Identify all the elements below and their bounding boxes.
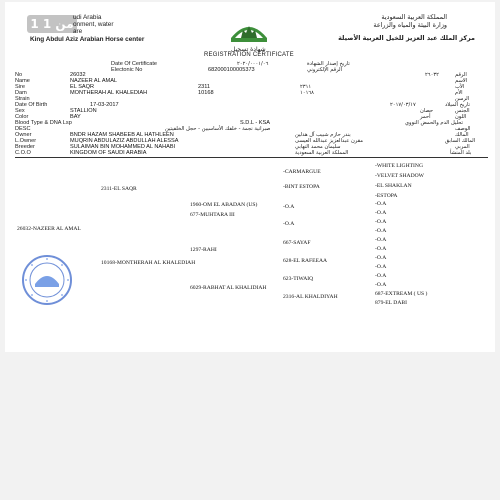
- field-ar-label-color: اللون: [455, 114, 467, 120]
- official-seal-icon: [21, 254, 73, 306]
- field-ar-label-breeder: المربي: [455, 144, 470, 150]
- header-en-center: King Abdul Aziz Arabian Horse center: [30, 36, 145, 43]
- pedigree-sire-sire: 1960-OM EL ABADAN (US): [190, 202, 258, 208]
- pedigree-g4-6: -O.A: [375, 210, 387, 216]
- pedigree-g4-5: -O.A: [375, 201, 387, 207]
- field-value-no: 26032: [70, 72, 86, 78]
- pedigree-g4-9: -O.A: [375, 237, 387, 243]
- field-ar-value-color: أحمر: [420, 114, 431, 120]
- field-ar-value-breeder: سليمان محمد النهابي: [295, 144, 341, 150]
- field-label-sire: Sire: [15, 84, 25, 90]
- pedigree-g4-3: -EL SHAKLAN: [375, 183, 412, 189]
- field-ar-num-dam: ١٠١٦٨: [300, 90, 314, 96]
- field-value-name: NAZEER AL AMAL: [70, 78, 118, 84]
- field-ar-value-owner: بندر حازم شبيب آل هذلين: [295, 132, 351, 138]
- date-certificate-ar-label: تاريخ إصدار الشهادة: [307, 61, 350, 67]
- pedigree-dam-sire: 1297-RAHI: [190, 247, 217, 253]
- date-certificate-ar-value: ٢٠٢٠/٠٠٠١/٠٦: [237, 61, 269, 67]
- field-label-desc: DESC: [15, 126, 31, 132]
- electronic-no-value: 682000100005373: [208, 67, 255, 73]
- field-value-sire: EL SAQR: [70, 84, 95, 90]
- pedigree-g4-11: -O.A: [375, 255, 387, 261]
- pedigree-g4-12: -O.A: [375, 264, 387, 270]
- field-label-strain: Strain: [15, 96, 30, 102]
- field-value-owner: BNDR HAZAM SHABEEB AL HATHLEEN: [70, 132, 174, 138]
- field-label-dob: Date Of Birth: [15, 102, 48, 108]
- field-label-coo: C.O.O: [15, 150, 31, 156]
- pedigree-g4-4: -ESTOPA: [375, 193, 398, 199]
- title-english: REGISTRATION CERTIFICATE: [204, 52, 294, 58]
- field-label-owner: Owner: [15, 132, 32, 138]
- header-ar-line2: وزارة البيئة والمياه والزراعة: [373, 21, 447, 29]
- pedigree-g4-13: -O.A: [375, 273, 387, 279]
- pedigree-g3-8: 2316-AL KHALDIYAH: [283, 294, 338, 300]
- pedigree-g4-16: 879-EL DABI: [375, 300, 407, 306]
- pedigree-sire: 2311-EL SAQR: [101, 186, 137, 192]
- header-en-line2: onment, water: [73, 21, 114, 28]
- field-ar-label-strain: الرسن: [455, 96, 470, 102]
- field-ar-label-sire: الأب: [455, 84, 465, 90]
- field-ar-label-name: الاسم: [455, 78, 468, 84]
- certificate-page: [5, 2, 495, 352]
- field-ar-label-dam: الأم: [455, 90, 463, 96]
- pedigree-g4-15: 687-EXTREAM ( US ): [375, 291, 428, 297]
- pedigree-dam: 10168-MONTHERAH AL KHALEDIAH: [101, 260, 196, 266]
- field-value-blood: S.D.L - KSA: [240, 120, 270, 126]
- field-num-sire: 2311: [198, 84, 211, 90]
- field-label-blood: Blood Type & DNA Lsp: [15, 120, 72, 126]
- field-ar-label-sex: الجنس: [455, 108, 470, 114]
- pedigree-g4-10: -O.A: [375, 246, 387, 252]
- pedigree-g3-6: 628-EL RAFEEAA: [283, 258, 328, 264]
- field-ar-value-no: ٢٦٠٣٢: [425, 72, 439, 78]
- field-ar-value-sex: حصان: [420, 108, 434, 114]
- header-ar-center: مركز الملك عبد العزيز للخيل العربية الأصيلة: [338, 34, 475, 42]
- pedigree-sire-dam: 677-MUHTARA III: [190, 212, 235, 218]
- field-ar-label-owner: المالك: [455, 132, 469, 138]
- field-ar-label-lowner: المالك السابق: [445, 138, 476, 144]
- field-ar-label-dob: تاريخ الميلاد: [445, 102, 470, 108]
- electronic-no-ar-label: الرقم الإلكتروني: [307, 67, 343, 73]
- pedigree-subject: 26032-NAZEER AL AMAL: [17, 226, 81, 232]
- pedigree-g4-8: -O.A: [375, 228, 387, 234]
- pedigree-g3-4: -O.A: [283, 221, 295, 227]
- field-ar-label-desc: الوصف: [455, 126, 471, 132]
- field-ar-num-sire: ٢٣١١: [300, 84, 312, 90]
- field-value-dam: MONTHERAH AL KHALEDIAH: [70, 90, 148, 96]
- field-ar-value-dob: ٢٠١٧/٠٣/١٧: [390, 102, 416, 108]
- field-num-dam: 10168: [198, 90, 214, 96]
- page-counter-badge: 1 من 1: [27, 15, 77, 33]
- header-en-line3: are: [73, 28, 83, 35]
- pedigree-g4-1: -WHITE LIGHTING: [375, 163, 423, 169]
- field-value-breeder: SULAIMAN BIN MOHAMMED AL NAHABI: [70, 144, 176, 150]
- field-label-sex: Sex: [15, 108, 25, 114]
- field-ar-label-no: الرقم: [455, 72, 467, 78]
- field-ar-label-coo: بلد المنشأ: [450, 150, 472, 156]
- pedigree-g4-2: -VELVET SHADOW: [375, 173, 424, 179]
- field-ar-value-coo: المملكة العربية السعودية: [295, 150, 349, 156]
- field-value-coo: KINGDOM OF SAUDI ARABIA: [70, 150, 147, 156]
- divider-line: [15, 157, 488, 158]
- pedigree-g4-14: -O.A: [375, 282, 387, 288]
- field-ar-value-desc: صبرانية نجمة - خلفك الأساسيين - حجل الخلفيتين: [165, 126, 271, 132]
- pedigree-g3-1: -CARMARGUE: [283, 169, 321, 175]
- pedigree-g4-7: -O.A: [375, 219, 387, 225]
- field-label-dam: Dam: [15, 90, 27, 96]
- pedigree-g3-3: -O.A: [283, 204, 295, 210]
- field-label-breeder: Breeder: [15, 144, 35, 150]
- pedigree-g3-2: -BINT ESTOPA: [283, 184, 320, 190]
- field-label-lowner: L.Owner: [15, 138, 37, 144]
- field-value-dob: 17-03-2017: [90, 102, 119, 108]
- field-ar-label-blood: تحليل الدم والحمض النووي: [405, 120, 463, 126]
- pedigree-dam-dam: 6029-RABHAT AL KHALIDIAH: [190, 285, 267, 291]
- pedigree-g3-7: 623-TIWAIQ: [283, 276, 314, 282]
- electronic-no-label: Electonic No: [111, 67, 143, 73]
- field-value-lowner: MUQRIN ABDULAZIZ ABDULLAH ALESSA: [70, 138, 179, 144]
- field-value-sex: STALLION: [70, 108, 97, 114]
- header-en-line1: udi Arabia: [73, 14, 102, 21]
- field-label-color: Color: [15, 114, 29, 120]
- date-certificate-label: Date Of Certificate: [111, 61, 158, 67]
- field-label-name: Name: [15, 78, 30, 84]
- field-label-no: No: [15, 72, 23, 78]
- field-ar-value-lowner: مقرن عبدالعزيز عبدالله العيسى: [295, 138, 364, 144]
- pedigree-g3-5: 667-SAYAF: [283, 240, 311, 246]
- title-arabic: شهادة تسجيل: [231, 46, 266, 53]
- center-logo-icon: [227, 16, 271, 46]
- header-ar-line1: المملكة العربية السعودية: [381, 13, 447, 21]
- field-value-color: BAY: [70, 114, 81, 120]
